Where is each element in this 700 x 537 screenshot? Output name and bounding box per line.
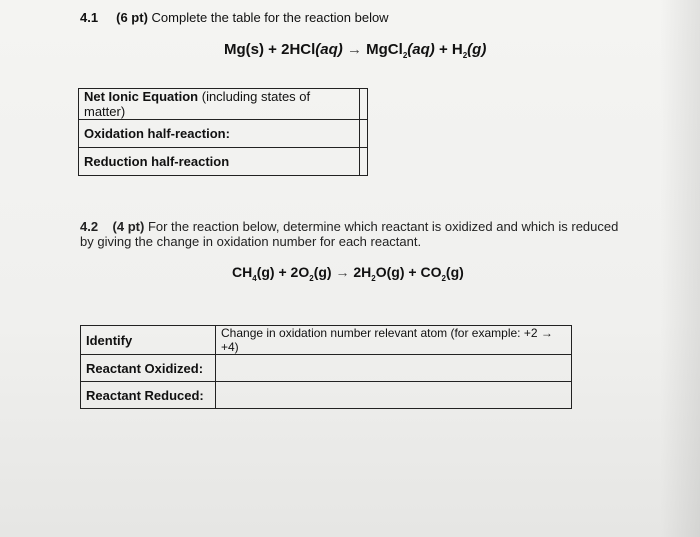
- question-points: (6 pt): [116, 10, 148, 25]
- eq-subscript: 2: [402, 51, 408, 60]
- table-row: [81, 355, 572, 382]
- eq-subscript: 2: [309, 273, 314, 283]
- question-4-2-text: [80, 219, 650, 249]
- eq-state: (aq): [315, 41, 343, 58]
- reactant-oxidized-label: Reactant Oxidized:: [81, 355, 216, 382]
- eq-plus: +: [268, 41, 277, 58]
- eq-state: (g): [256, 264, 275, 280]
- question-points: (4 pt): [112, 219, 145, 234]
- eq-state: (aq): [407, 41, 435, 58]
- reduction-half-label: Reduction half-reaction: [79, 148, 360, 176]
- question-number: 4.2: [80, 219, 99, 234]
- reactant-reduced-label: Reactant Reduced:: [81, 382, 216, 409]
- eq-reactant-hcl: 2HCl: [281, 41, 316, 58]
- eq-plus: +: [408, 264, 417, 280]
- oxidation-answer-cell[interactable]: [360, 120, 368, 148]
- half-reaction-table: [78, 88, 368, 176]
- table-row: [81, 382, 572, 409]
- eq-subscript: 2: [441, 273, 446, 283]
- reaction-equation-4-2: [232, 264, 464, 283]
- eq-subscript: 2: [462, 51, 468, 60]
- eq-state: (g): [313, 264, 332, 280]
- eq-arrow: →: [335, 264, 350, 280]
- reactant-reduced-answer[interactable]: [216, 382, 572, 409]
- table-row: [79, 120, 368, 148]
- question-prompt-line2: by giving the change in oxidation number for each reactant.: [80, 234, 422, 249]
- oxidation-number-table: [80, 325, 572, 409]
- eq-product-h2o: 2H: [353, 264, 372, 280]
- eq-reactant-ch4: CH: [232, 264, 253, 280]
- question-number: 4.1: [80, 10, 99, 25]
- eq-product-mgcl2: MgCl: [366, 41, 403, 58]
- eq-state: (g): [467, 41, 487, 58]
- eq-product-h2: H: [451, 41, 463, 58]
- page-edge-shadow: [660, 0, 700, 537]
- question-4-1-heading: [80, 10, 389, 25]
- question-prompt: Complete the table for the reaction below: [151, 10, 389, 25]
- reduction-answer-cell[interactable]: [360, 148, 368, 176]
- question-prompt-line1: For the reaction below, determine which reactant is oxidized and which is reduced: [147, 219, 619, 234]
- reactant-oxidized-answer[interactable]: [216, 355, 572, 382]
- eq-reactant-mg: Mg(s): [224, 41, 264, 58]
- eq-subscript: 4: [252, 273, 257, 283]
- table-row: [79, 89, 368, 120]
- net-ionic-label: Net Ionic Equation (including states of matter): [79, 89, 360, 120]
- eq-plus: +: [438, 41, 448, 58]
- oxidation-half-label: Oxidation half-reaction:: [79, 120, 360, 148]
- eq-arrow: →: [346, 41, 362, 58]
- identify-header: Identify: [81, 326, 216, 355]
- table-row: [79, 148, 368, 176]
- eq-state: O(g): [375, 264, 405, 280]
- net-ionic-answer-cell[interactable]: [360, 89, 368, 120]
- eq-product-co2: CO: [420, 264, 442, 280]
- table-row: [81, 326, 572, 355]
- eq-plus: +: [278, 264, 287, 280]
- eq-reactant-o2: 2O: [290, 264, 310, 280]
- change-header: Change in oxidation number relevant atom (for example: +2 → +4): [216, 326, 572, 355]
- reaction-equation-4-1: [224, 41, 486, 60]
- eq-subscript: 2: [371, 273, 376, 283]
- eq-state: (g): [445, 264, 464, 280]
